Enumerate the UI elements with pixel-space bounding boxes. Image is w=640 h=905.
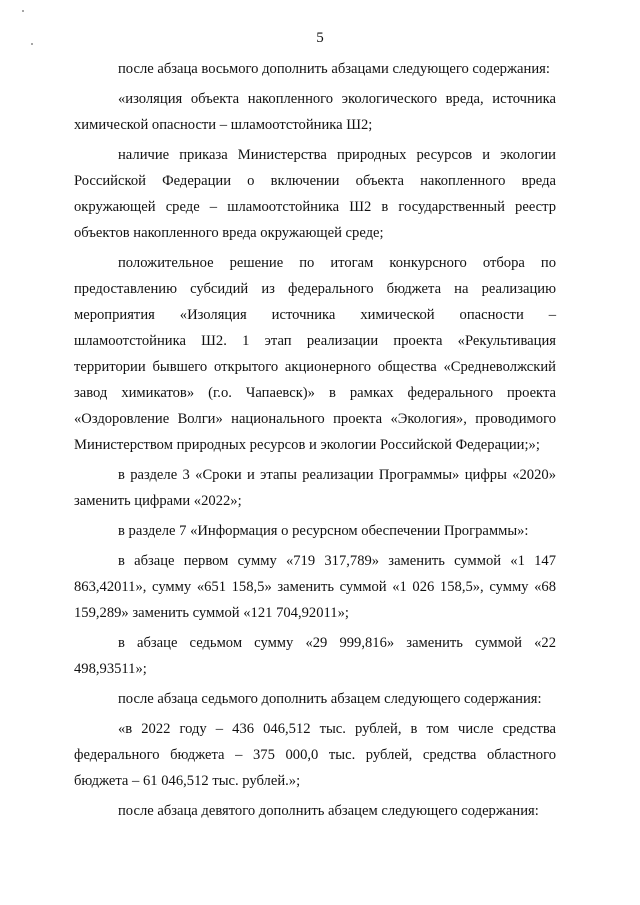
paragraph-6: в разделе 7 «Информация о ресурсном обеспечении Программы»: (118, 523, 529, 539)
paragraph-9: после абзаца седьмого дополнить абзацем следующего содержания: (118, 691, 542, 707)
document-body (74, 56, 556, 824)
paragraph-1: после абзаца восьмого дополнить абзацами следующего содержания: (118, 61, 550, 77)
paragraph-7: в абзаце первом сумму «719 317,789» заменить суммой «1 147 863,42011», сумму «651 158,5» заменить суммой «1 026 158,5», сумму «68 159,289» заменить суммой «121 704,92011»; (74, 553, 556, 621)
paragraph-10: «в 2022 году – 436 046,512 тыс. рублей, в том числе средства федерального бюджета – 375 000,0 тыс. рублей, средства областного бюджета – 61 046,512 тыс. рублей.»; (74, 721, 556, 789)
scan-speck (22, 10, 24, 12)
page-number: 5 (316, 30, 324, 46)
paragraph-5: в разделе 3 «Сроки и этапы реализации Программы» цифры «2020» заменить цифрами «2022»; (74, 467, 556, 509)
paragraph-11: после абзаца девятого дополнить абзацем следующего содержания: (118, 803, 539, 819)
paragraph-4: положительное решение по итогам конкурсного отбора по предоставлению субсидий из федерального бюджета на реализацию мероприятия «Изоляция источника химической опасности – шламоотстойника Ш2. 1 этап реализации проекта «Рекультивация территории бывшего открытого акционерного общества «Средневолжский завод химикатов» (г.о. Чапаевск)» в рамках федерального проекта «Оздоровление Волги» национального проекта «Экология», проводимого Министерством природных ресурсов и экологии Российской Федерации;»; (74, 255, 556, 453)
paragraph-8: в абзаце седьмом сумму «29 999,816» заменить суммой «22 498,93511»; (74, 635, 556, 677)
paragraph-3: наличие приказа Министерства природных ресурсов и экологии Российской Федерации о включении объекта накопленного вреда окружающей среде – шламоотстойника Ш2 в государственный реестр объектов накопленного вреда окружающей среде; (74, 147, 556, 241)
paragraph-2: «изоляция объекта накопленного экологического вреда, источника химической опасности – шламоотстойника Ш2; (74, 91, 556, 133)
